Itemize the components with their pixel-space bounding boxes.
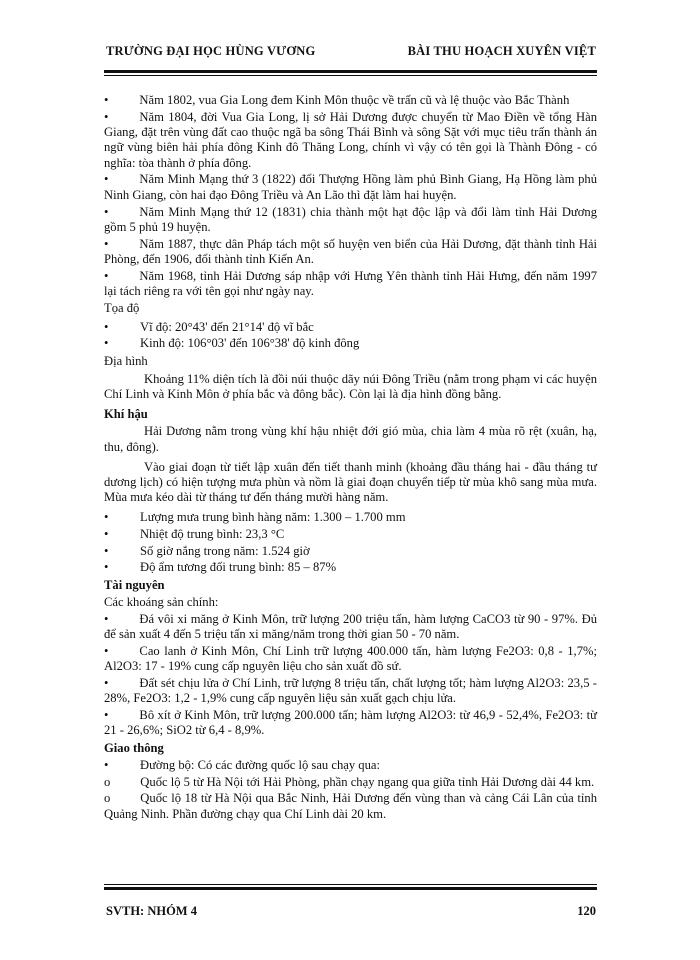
transport-item: o Quốc lộ 18 từ Hà Nội qua Bắc Ninh, Hải Dương đến vùng than và cảng Cái Lân của tỉnh Quảng Ninh. Phần đường chạy qua Chí Linh dài 20 km. <box>104 791 597 821</box>
history-item: • Năm Minh Mạng thứ 3 (1822) đổi Thượng Hồng làm phủ Bình Giang, Hạ Hồng làm phủ Ninh Giang, còn hai đạo Đông Triều và An Lão thì đặt làm hai huyện. <box>104 172 597 202</box>
climate-paragraph: Hải Dương nằm trong vùng khí hậu nhiệt đới gió mùa, chia làm 4 mùa rõ rệt (xuân, hạ, thu, đông). <box>104 424 597 454</box>
coords-item: • Vĩ độ: 20°43' đến 21°14' độ vĩ bắc <box>104 319 314 334</box>
history-item: • Năm 1887, thực dân Pháp tách một số huyện ven biển của Hải Dương, đặt thành tỉnh Hải Phòng, đến 1906, đổi thành tỉnh Kiến An. <box>104 236 597 266</box>
resources-heading: Tài nguyên <box>104 577 165 592</box>
coords-item: • Kinh độ: 106°03' đến 106°38' độ kinh đông <box>104 336 360 351</box>
climate-item: • Số giờ nắng trong năm: 1.524 giờ <box>104 543 310 558</box>
header-rule-thin <box>104 75 597 76</box>
footer-rule-thin <box>104 884 597 885</box>
header-rule-thick <box>104 70 597 73</box>
transport-heading: Giao thông <box>104 740 164 755</box>
page-header <box>106 44 596 64</box>
page-content <box>104 93 597 824</box>
resource-item: • Bô xít ở Kinh Môn, trữ lượng 200.000 tấn; hàm lượng Al2O3: từ 46,9 - 52,4%, Fe2O3: từ 21 - 26,6%; SiO2 từ 6,4 - 8,9%. <box>104 707 597 738</box>
climate-paragraph: Vào giai đoạn từ tiết lập xuân đến tiết thanh minh (khoảng đầu tháng hai - đầu tháng tư dương lịch) có hiện tượng mưa phùn và nồm là giai đoạn chuyển tiếp từ mùa khô sang mùa mưa. Mùa mưa kéo dài từ tháng tư đến tháng mười hàng năm. <box>104 459 597 505</box>
history-item: • Năm 1804, đời Vua Gia Long, lị sở Hải Dương được chuyển từ Mao Điền về tổng Hàn Giang, đặt trên vùng đất cao thuộc ngã ba sông Thái Bình và sông Sặt với mục tiêu trấn thành án ngữ vùng biên hải phía đông Kinh đô Thăng Long, chính vì vậy có tên gọi là Thành Đông - có nghĩa: tòa thành ở phía đông. <box>104 109 597 170</box>
footer-group: SVTH: NHÓM 4 <box>106 904 197 918</box>
resource-item: • Đá vôi xi măng ở Kinh Môn, trữ lượng 200 triệu tấn, hàm lượng CaCO3 từ 90 - 97%. Đủ để sản xuất 4 đến 5 triệu tấn xi măng/năm trong thời gian 50 - 70 năm. <box>104 611 597 641</box>
transport-road: • Đường bộ: Có các đường quốc lộ sau chạy qua: <box>104 757 380 772</box>
climate-item: • Nhiệt độ trung bình: 23,3 °C <box>104 526 285 541</box>
climate-item: • Độ ẩm tương đối trung bình: 85 – 87% <box>104 560 337 575</box>
transport-item: o Quốc lộ 5 từ Hà Nội tới Hải Phòng, phần chạy ngang qua giữa tỉnh Hải Dương dài 44 km. <box>104 774 595 789</box>
header-school: TRƯỜNG ĐẠI HỌC HÙNG VƯƠNG <box>106 44 316 58</box>
history-item: • Năm 1968, tỉnh Hải Dương sáp nhập với Hưng Yên thành tỉnh Hải Hưng, đến năm 1997 lại tách riêng ra với tên gọi như ngày nay. <box>104 268 597 299</box>
history-item: • Năm 1802, vua Gia Long đem Kinh Môn thuộc về trấn cũ và lệ thuộc vào Bắc Thành <box>104 93 570 107</box>
footer-rule-thick <box>104 887 597 890</box>
resource-item: • Cao lanh ở Kinh Môn, Chí Linh trữ lượng 400.000 tấn, hàm lượng Fe2O3: 0,8 - 1,7%; Al2O3: 17 - 19% cung cấp nguyên liệu cho sản xuất đồ sứ. <box>104 643 597 674</box>
page-number: 120 <box>577 904 596 918</box>
terrain-heading: Địa hình <box>104 353 148 368</box>
climate-heading: Khí hậu <box>104 407 148 422</box>
header-title: BÀI THU HOẠCH XUYÊN VIỆT <box>407 44 596 58</box>
terrain-text: Khoảng 11% diện tích là đồi núi thuộc dãy núi Đông Triều (nằm trong phạm vi các huyện Chí Linh và Kinh Môn ở phía bắc và đông bắc). Còn lại là địa hình đồng bằng. <box>104 372 597 402</box>
climate-item: • Lượng mưa trung bình hàng năm: 1.300 – 1.700 mm <box>104 509 406 524</box>
resource-item: • Đất sét chịu lửa ở Chí Linh, trữ lượng 8 triệu tấn, chất lượng tốt; hàm lượng Al2O3: 23,5 - 28%, Fe2O3: 1,2 - 1,9% cung cấp nguyên liệu sản xuất gạch chịu lửa. <box>104 675 597 706</box>
coords-heading: Tọa độ <box>104 301 140 316</box>
history-item: • Năm Minh Mạng thứ 12 (1831) chia thành một hạt độc lập và đổi làm tỉnh Hải Dương gồm 5 phủ 19 huyện. <box>104 204 597 234</box>
resources-intro: Các khoáng sản chính: <box>104 594 219 609</box>
